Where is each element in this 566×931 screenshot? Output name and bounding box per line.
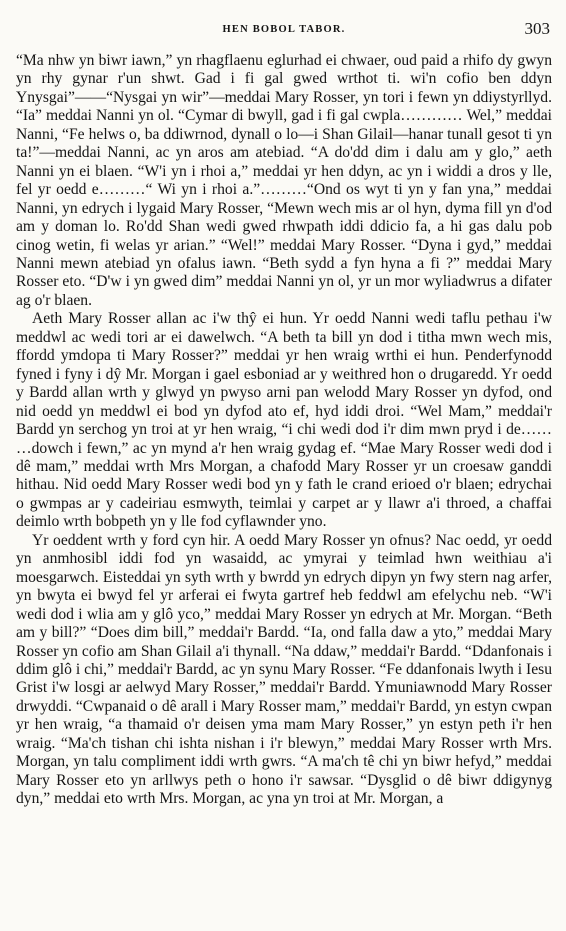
page-body — [16, 52, 552, 809]
running-title: HEN BOBOL TABOR. — [222, 24, 346, 35]
paragraph: Yr oeddent wrth y ford cyn hir. A oedd Mary Rosser yn ofnus? Nac oedd, yr oedd yn anmhosibl iddi fod yn wasaidd, ac ymyrai y teimlad hwn weithiau a'i moesgarwch. Eisteddai yn syth wrth y bwrdd yn edrych dipyn yn fwy stern nag arfer, yn bwyta ei bwyd fel yr arferai ei fwyta gartref heb feddwl am efelychu neb. “W'i wedi dod i wlia am y glô yco,” meddai Mary Rosser yn edrych at Mr. Morgan. “Beth am y bill?” “Does dim bill,” meddai'r Bardd. “Ia, ond falla daw a yto,” meddai Mary Rosser yn cofio am Shan Gilail a'i thynall. “Na ddaw,” meddai'r Bardd. “Ddanfonais i ddim glô i chi,” meddai'r Bardd, ac yn synu Mary Rosser. “Fe ddanfonais lwyth i Iesu Grist i'w losgi ar aelwyd Mary Rosser,” meddai'r Bardd. Ymuniawnodd Mary Rosser drwyddi. “Cwpanaid o dê arall i Mary Rosser mam,” meddai'r Bardd, yn estyn cwpan yr hen wraig, “a thamaid o'r deisen yma mam Mary Rosser,” yn estyn peth i'r hen wraig. “Ma'ch tishan chi ishta nishan i i'r blewyn,” meddai Mary Rosser wrth Mrs. Morgan, yn talu compliment iddi wrth gwrs. “A ma'ch tê chi yn biwr hefyd,” meddai Mary Rosser eto yn arllwys peth o hono i'r sawsar. “Dysglid o dê biwr ddigynyg dyn,” meddai eto wrth Mrs. Morgan, ac yna yn troi at Mr. Morgan, a — [16, 531, 552, 808]
page-number: 303 — [524, 19, 550, 38]
paragraph: Aeth Mary Rosser allan ac i'w thŷ ei hun. Yr oedd Nanni wedi taflu pethau i'w meddwl ac wedi tori ar ei dawelwch. “A beth ta bill yn dod i titha mwn wech mis, ffordd ymdopa ti Mary Rosser?” meddai yr hen wraig wrthi ei hun. Penderfynodd fyned i fyny i dŷ Mr. Morgan i gael esboniad ar y weithred hon o drugaredd. Yr oedd y Bardd allan wrth y glwyd yn pwyso arni pan welodd Mary Rosser yn dyfod, ond nid oedd yn meddwl ei bod yn dyfod ato ef, hyd iddi droi. “Wel Mam,” meddai'r Bardd yn serchog yn troi at yr hen wraig, “i chi wedi dod i'r dim mwn pryd i de…… …dowch i fewn,” ac yn mynd a'r hen wraig gydag ef. “Mae Mary Rosser wedi dod i dê mam,” meddai wrth Mrs Morgan, a chafodd Mary Rosser yr un croesaw ganddi hithau. Nid oedd Mary Rosser wedi bod yn y fath le crand erioed o'r blaen; edrychai o gwmpas ar y cadeiriau esmwyth, teimlai y carpet ar y llawr a'i throed, a chaffai deimlo wrth bobpeth yn y lle fod cyflawnder yno. — [16, 310, 552, 531]
running-header — [16, 0, 552, 52]
paragraph: “Ma nhw yn biwr iawn,” yn rhagflaenu eglurhad ei chwaer, oud paid a rhifo dy gwyn yn rhy gynar r'un shwt. Gad i fi gal gwed wrthot ti. wi'n cofio ben ddyn Ynysgai”——“Nysgai yn wir”—meddai Mary Rosser, yn tori i fewn yn ddiystyrllyd. “Ia” meddai Nanni yn ol. “Cymar di bwyll, gad i fi gal cwpla………… Wel,” meddai Nanni, “Fe helws o, ba ddiwrnod, dynall o lo—i Shan Gilail—hanar tunall gesot ti yn ta!”—meddai Nanni, ac yn aros am atebiad. “A do'dd dim i dalu am y glo,” aeth Nanni yn ei blaen. “W'i yn i rhoi a,” meddai yr hen ddyn, ac yn i widdi a dros y lle, fel yr oedd e………“ Wi yn i rhoi a.”………“Ond os wyt ti yn y fan yna,” meddai Nanni, yn edrych i lygaid Mary Rosser, “Mewn wech mis ar ol hyn, dyma fill yn d'od am y doman lo. Ro'dd Shan wedi gwed rhwpath iddi ddicio fa, a hi gas dalu pob cinog wetin, fi welas yr arian.” “Wel!” meddai Mary Rosser. “Dyna i gyd,” meddai Nanni mewn atebiad yn ofalus iawn. “Beth sydd a fyn hyna a fi ?” meddai Mary Rosser eto. “D'w i yn gwed dim” meddai Nanni yn ol, yr un mor wyliadwrus a difater ag o'r blaen. — [16, 52, 552, 309]
